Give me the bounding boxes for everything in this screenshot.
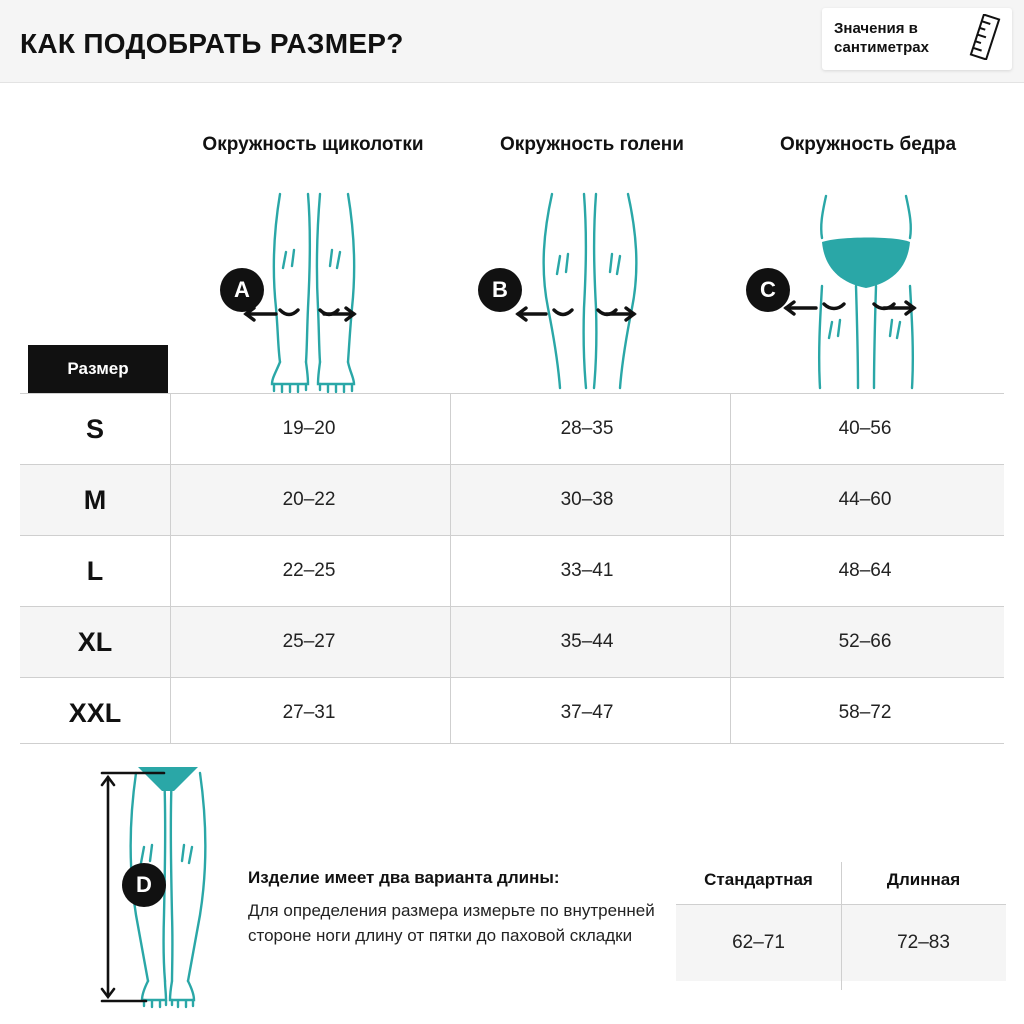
column-heading-thigh: Окружность бедра — [779, 134, 957, 155]
cell-size: XL — [77, 626, 113, 657]
cell-thigh: 40–56 — [838, 418, 892, 439]
size-table — [20, 393, 1004, 748]
table-row — [20, 535, 1004, 606]
cell-ankle: 19–20 — [282, 418, 336, 439]
cell-thigh: 44–60 — [838, 489, 892, 510]
cell-size: S — [85, 413, 104, 444]
illustration-calf — [456, 190, 728, 395]
cell-size: XXL — [68, 697, 122, 728]
cell-calf: 28–35 — [560, 418, 614, 439]
cell-ankle: 20–22 — [282, 489, 336, 510]
cell-ankle: 27–31 — [282, 702, 336, 723]
length-table-divider — [841, 862, 842, 990]
illustration-length — [80, 755, 250, 1010]
cell-thigh: 52–66 — [838, 631, 892, 652]
length-header-long: Длинная — [886, 870, 961, 889]
page-title: КАК ПОДОБРАТЬ РАЗМЕР? — [20, 28, 404, 59]
cell-calf: 33–41 — [560, 560, 614, 581]
marker-c: C — [746, 268, 790, 312]
marker-d: D — [122, 863, 166, 907]
table-divider — [730, 393, 731, 743]
cell-size: M — [83, 484, 107, 515]
length-description-text: Для определения размера измерьте по внутренней стороне ноги длину от пятки до паховой складки — [248, 901, 655, 945]
cell-size: L — [86, 555, 104, 586]
marker-b: B — [478, 268, 522, 312]
ruler-icon — [968, 14, 1002, 60]
cell-thigh: 48–64 — [838, 560, 892, 581]
cell-calf: 30–38 — [560, 489, 614, 510]
table-row — [20, 677, 1004, 748]
table-row — [20, 393, 1004, 464]
cell-thigh: 58–72 — [838, 702, 892, 723]
cell-calf: 35–44 — [560, 631, 614, 652]
column-heading-ankle: Окружность щиколотки — [202, 134, 424, 155]
units-badge — [822, 8, 1012, 70]
length-header-standard: Стандартная — [704, 870, 813, 889]
table-divider — [170, 393, 171, 743]
length-value-standard: 62–71 — [732, 932, 785, 953]
column-heading-calf: Окружность голени — [500, 134, 684, 155]
cell-calf: 37–47 — [560, 702, 614, 723]
cell-ankle: 25–27 — [282, 631, 336, 652]
table-bottom-rule — [20, 743, 1004, 744]
header-bar — [0, 0, 1024, 83]
length-lead-text: Изделие имеет два варианта длины: — [248, 868, 560, 887]
length-instructions — [248, 868, 668, 948]
length-value-long: 72–83 — [897, 932, 950, 953]
table-row — [20, 606, 1004, 677]
marker-a: A — [220, 268, 264, 312]
illustration-thigh — [728, 190, 1008, 395]
legs-ankle-illustration — [168, 190, 458, 395]
table-divider — [450, 393, 451, 743]
cell-ankle: 22–25 — [282, 560, 336, 581]
table-header-size: Размер — [28, 345, 168, 393]
illustration-ankle — [168, 190, 458, 395]
units-badge-label: Значения в сантиметрах — [834, 20, 929, 56]
table-row — [20, 464, 1004, 535]
